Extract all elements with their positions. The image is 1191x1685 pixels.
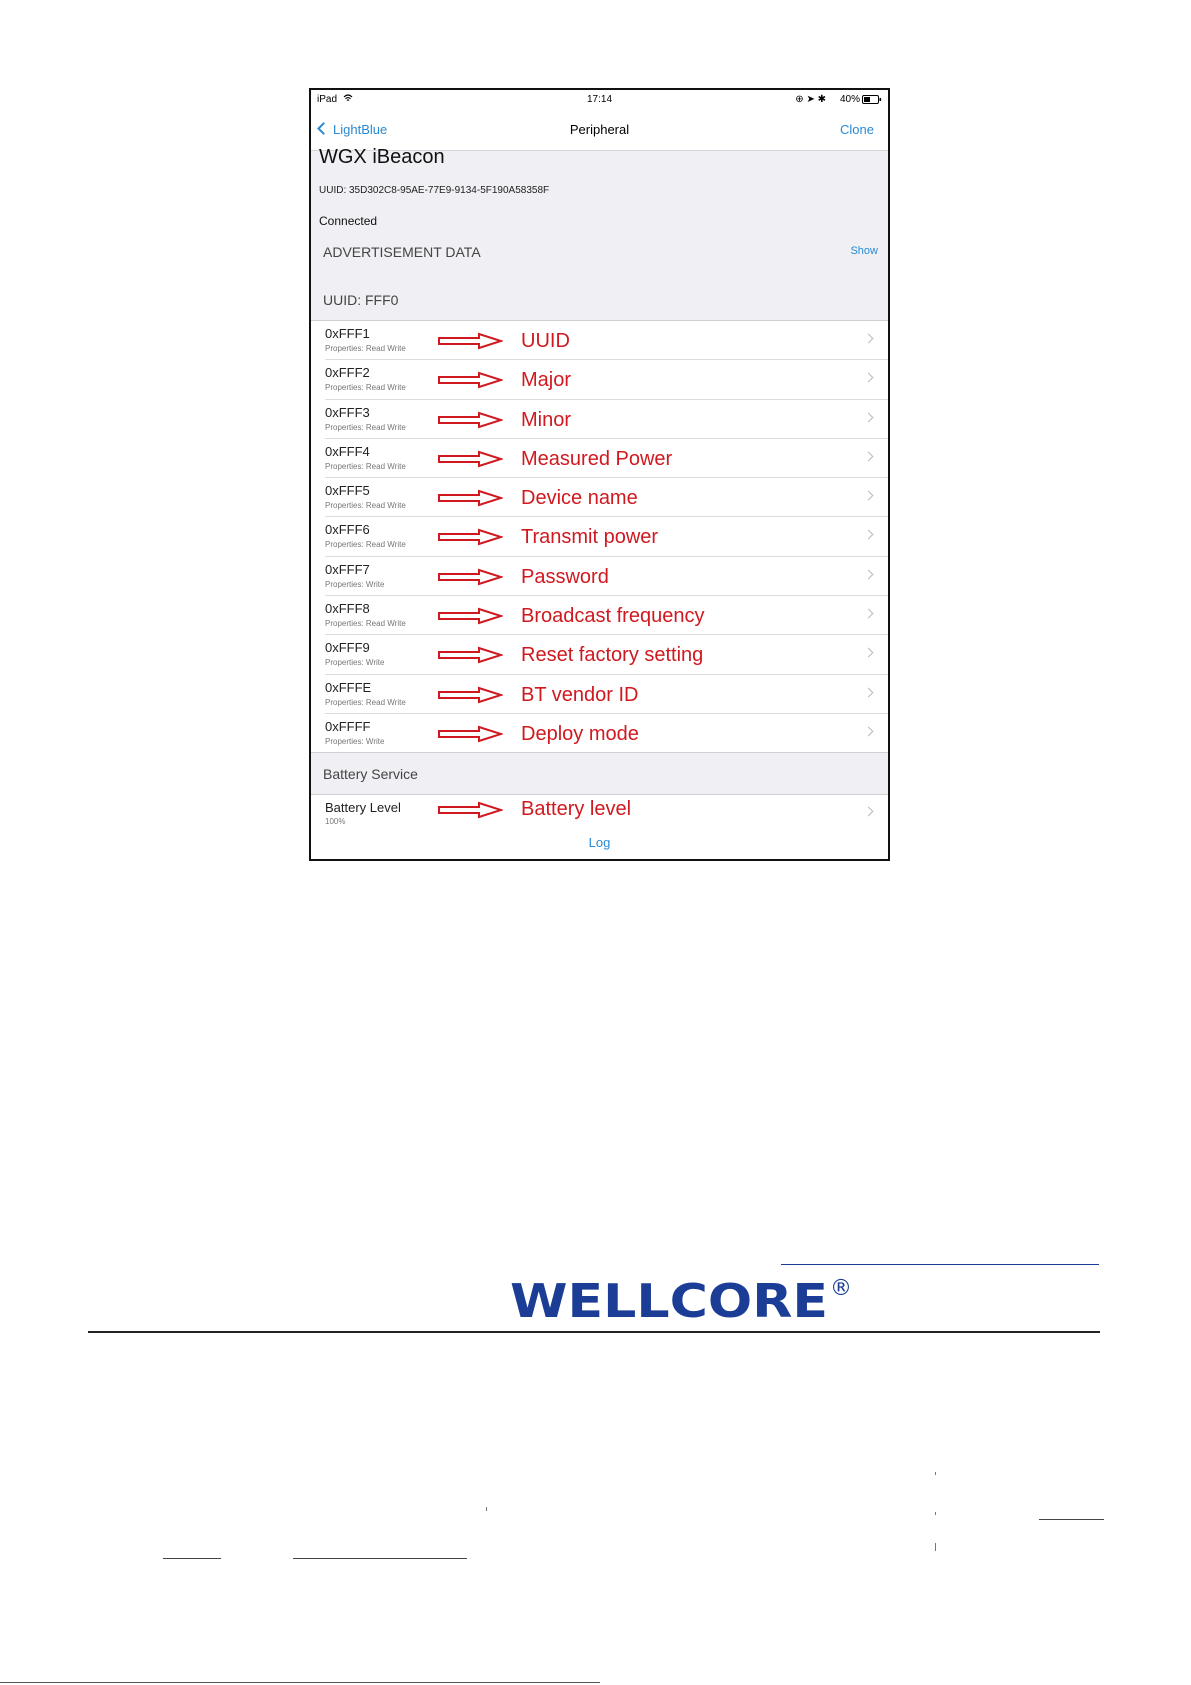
logo-registered-mark: ® bbox=[830, 1276, 850, 1301]
battery-level-row[interactable] bbox=[325, 795, 888, 828]
speck-mark bbox=[486, 1507, 487, 1511]
annotation-label: Broadcast frequency bbox=[521, 605, 705, 628]
underline-fragment bbox=[163, 1558, 221, 1559]
underline-fragment bbox=[1039, 1519, 1104, 1520]
battery-characteristic-list bbox=[311, 794, 888, 829]
red-arrow-icon bbox=[437, 332, 503, 350]
chevron-right-icon bbox=[864, 727, 874, 737]
annotation-label: Major bbox=[521, 369, 572, 392]
battery-icon bbox=[862, 95, 882, 107]
red-arrow-icon bbox=[437, 568, 503, 586]
nav-title: Peripheral bbox=[569, 122, 630, 137]
characteristic-name: 0xFFFE bbox=[325, 679, 372, 695]
speck-mark bbox=[935, 1543, 936, 1551]
characteristic-name: 0xFFF8 bbox=[325, 601, 370, 617]
characteristic-properties: Properties: Read Write bbox=[325, 422, 406, 432]
characteristic-row[interactable] bbox=[325, 400, 888, 439]
annotation-label: BT vendor ID bbox=[521, 683, 639, 706]
annotation-label: Device name bbox=[521, 487, 638, 510]
characteristic-list bbox=[311, 320, 888, 753]
red-arrow-icon bbox=[437, 450, 503, 468]
battery-service-header: Battery Service bbox=[323, 766, 418, 782]
characteristic-name: 0xFFF7 bbox=[325, 561, 370, 577]
characteristic-row[interactable] bbox=[325, 439, 888, 478]
red-arrow-icon bbox=[437, 725, 503, 743]
characteristic-properties: Properties: Read Write bbox=[325, 461, 406, 471]
red-arrow-icon bbox=[437, 411, 503, 429]
location-icon: ⊕ ➤ ✱ bbox=[795, 94, 826, 105]
red-arrow-icon bbox=[437, 686, 503, 704]
bottom-rule bbox=[0, 1682, 600, 1683]
characteristic-name: 0xFFF5 bbox=[325, 483, 370, 499]
status-bar bbox=[311, 90, 888, 110]
chevron-right-icon bbox=[864, 451, 874, 461]
chevron-right-icon bbox=[864, 530, 874, 540]
annotation-label: Minor bbox=[521, 408, 572, 431]
battery-value: 100% bbox=[325, 817, 346, 826]
red-arrow-icon bbox=[437, 528, 503, 546]
characteristic-row[interactable] bbox=[325, 675, 888, 714]
characteristic-name: 0xFFF4 bbox=[325, 443, 370, 459]
chevron-right-icon bbox=[864, 807, 874, 817]
chevron-right-icon bbox=[864, 609, 874, 619]
navigation-bar bbox=[311, 110, 888, 151]
red-arrow-icon bbox=[437, 801, 503, 819]
chevron-right-icon bbox=[864, 687, 874, 697]
connection-status: Connected bbox=[319, 214, 378, 228]
phone-screenshot bbox=[309, 88, 890, 861]
peripheral-name: WGX iBeacon bbox=[319, 146, 445, 168]
characteristic-row[interactable] bbox=[325, 517, 888, 556]
header-rule bbox=[88, 1331, 1100, 1333]
characteristic-name: 0xFFFF bbox=[325, 718, 371, 734]
annotation-label: Reset factory setting bbox=[521, 644, 704, 667]
link-underline bbox=[781, 1264, 1099, 1265]
back-label: LightBlue bbox=[333, 122, 388, 137]
service-header: UUID: FFF0 bbox=[323, 292, 399, 308]
characteristic-row[interactable] bbox=[325, 321, 888, 360]
characteristic-name: 0xFFF1 bbox=[325, 326, 370, 341]
characteristic-properties: Properties: Read Write bbox=[325, 344, 406, 353]
characteristic-name: 0xFFF2 bbox=[325, 365, 370, 381]
characteristic-properties: Properties: Read Write bbox=[325, 619, 406, 629]
annotation-label: Battery level bbox=[521, 798, 632, 820]
characteristic-row[interactable] bbox=[325, 635, 888, 674]
annotation-label: Transmit power bbox=[521, 526, 659, 549]
speck-mark bbox=[935, 1512, 936, 1515]
bottom-bar bbox=[311, 827, 888, 859]
underline-fragment bbox=[293, 1558, 467, 1559]
annotation-label: Password bbox=[521, 565, 609, 588]
logo-wordmark: WELLCORE bbox=[510, 1274, 828, 1321]
characteristic-row[interactable] bbox=[325, 360, 888, 399]
chevron-right-icon bbox=[864, 334, 874, 344]
red-arrow-icon bbox=[437, 489, 503, 507]
annotation-label: Measured Power bbox=[521, 447, 673, 470]
device-label: iPad bbox=[317, 94, 338, 105]
clone-button[interactable]: Clone bbox=[840, 122, 874, 137]
characteristic-name: 0xFFF6 bbox=[325, 522, 370, 538]
characteristic-name: 0xFFF3 bbox=[325, 404, 370, 420]
red-arrow-icon bbox=[437, 371, 503, 389]
chevron-right-icon bbox=[864, 491, 874, 501]
battery-percent: 40% bbox=[839, 94, 860, 105]
characteristic-row[interactable] bbox=[325, 478, 888, 517]
annotation-label: UUID bbox=[521, 330, 570, 352]
characteristic-name: Battery Level bbox=[325, 800, 401, 815]
chevron-right-icon bbox=[864, 412, 874, 422]
chevron-right-icon bbox=[864, 373, 874, 383]
advertisement-header: ADVERTISEMENT DATA bbox=[323, 244, 481, 260]
peripheral-uuid: UUID: 35D302C8-95AE-77E9-9134-5F190A58358F bbox=[319, 185, 550, 196]
characteristic-properties: Properties: Read Write bbox=[325, 540, 406, 550]
characteristic-properties: Properties: Write bbox=[325, 658, 385, 668]
red-arrow-icon bbox=[437, 646, 503, 664]
status-time: 17:14 bbox=[586, 94, 613, 105]
characteristic-properties: Properties: Write bbox=[325, 579, 385, 589]
chevron-right-icon bbox=[864, 648, 874, 658]
characteristic-name: 0xFFF9 bbox=[325, 640, 370, 656]
annotation-label: Deploy mode bbox=[521, 722, 639, 745]
wellcore-logo bbox=[510, 1271, 850, 1321]
log-button[interactable]: Log bbox=[588, 835, 611, 850]
characteristic-properties: Properties: Read Write bbox=[325, 383, 406, 393]
red-arrow-icon bbox=[437, 607, 503, 625]
characteristic-row[interactable] bbox=[325, 557, 888, 596]
show-advertisement-button[interactable]: Show bbox=[850, 245, 878, 257]
speck-mark bbox=[935, 1472, 936, 1475]
chevron-right-icon bbox=[864, 569, 874, 579]
characteristic-properties: Properties: Write bbox=[325, 736, 385, 746]
characteristic-row[interactable] bbox=[325, 596, 888, 635]
characteristic-row[interactable] bbox=[325, 714, 888, 752]
characteristic-properties: Properties: Read Write bbox=[325, 501, 406, 511]
characteristic-properties: Properties: Read Write bbox=[325, 697, 406, 707]
